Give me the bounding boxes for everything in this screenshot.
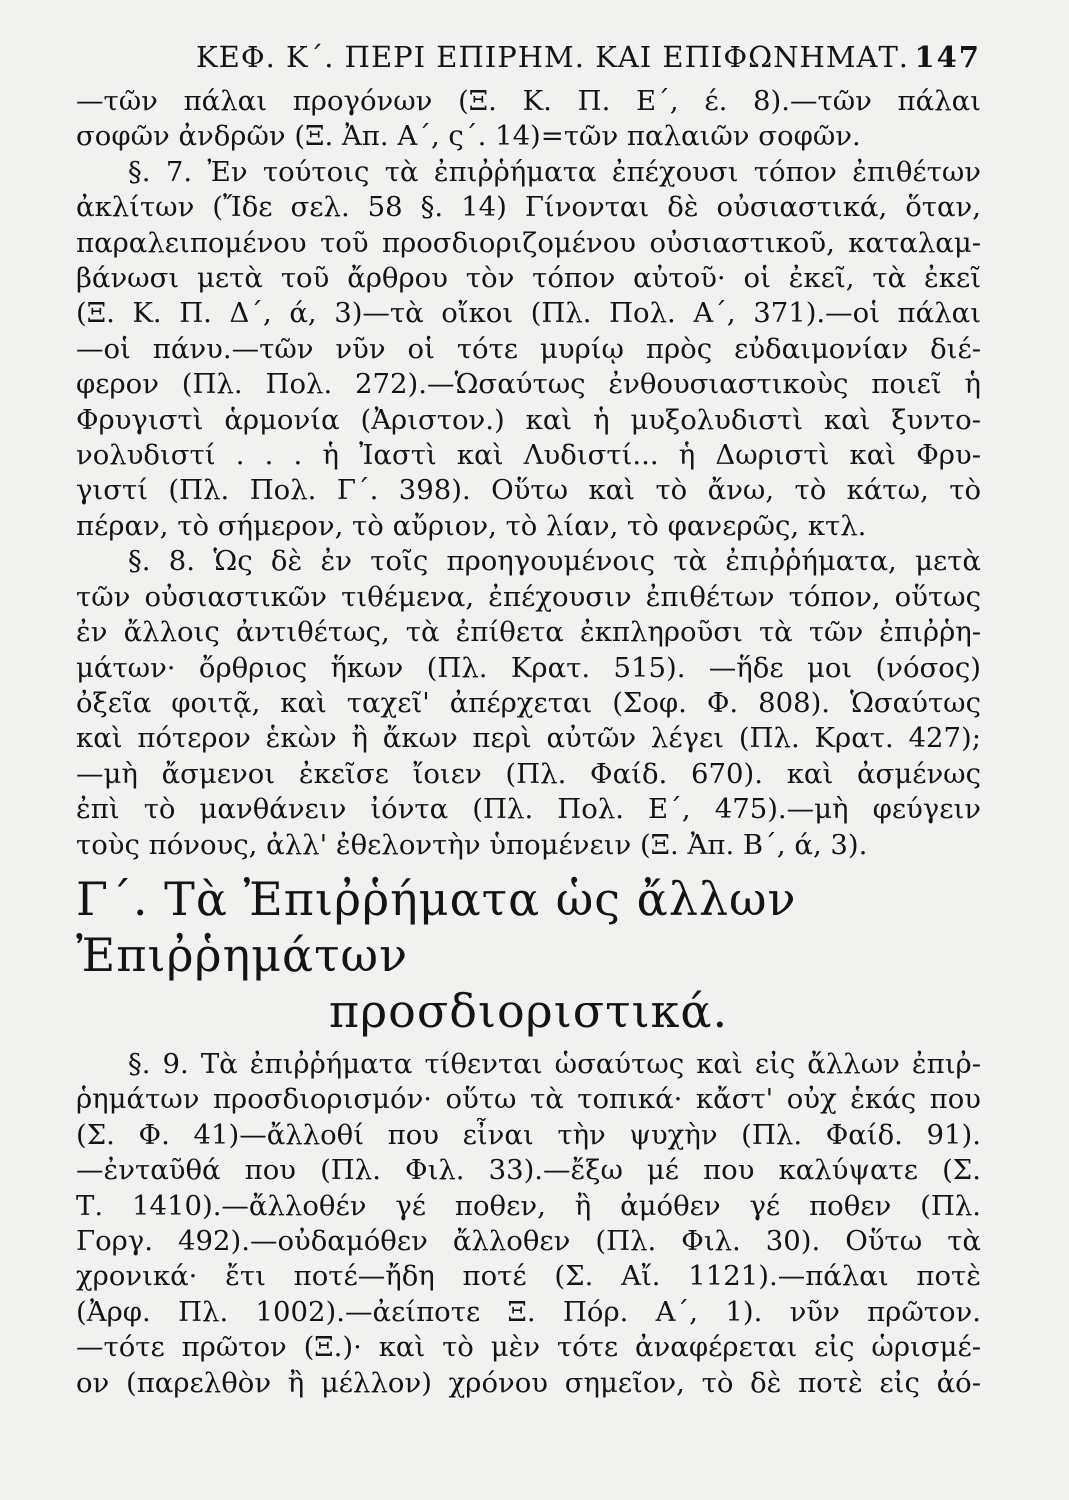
text-line: —μὴ ἄσμενοι ἐκεῖσε ἴοιεν (Πλ. Φαίδ. 670). καὶ ἀσμένως	[76, 757, 981, 790]
text-line: (Σ. Φ. 41)—ἄλλοθί που εἶναι τὴν ψυχὴν (Πλ. Φαίδ. 91).	[76, 1118, 981, 1151]
text-line: νολυδιστί . . . ἡ Ἰαστὶ καὶ Λυδιστί... ἡ Δωριστὶ καὶ Φρυ-	[76, 439, 981, 472]
text-line: —οἱ πάνυ.—τῶν νῦν οἱ τότε μυρίῳ πρὸς εὐδαιμονίαν διέ-	[76, 332, 981, 365]
text-line: ἐν ἄλλοις ἀντιθέτως, τὰ ἐπίθετα ἐκπληροῦσι τὰ τῶν ἐπιῤῥη-	[76, 616, 981, 649]
text-line: γιστί (Πλ. Πολ. Γ΄. 398). Οὕτω καὶ τὸ ἄνω, τὸ κάτω, τὸ	[76, 474, 981, 507]
text-line: βάνωσι μετὰ τοῦ ἄρθρου τὸν τόπον αὐτοῦ· οἱ ἐκεῖ, τὰ ἐκεῖ	[76, 262, 981, 295]
text-line: Τ. 1410).—ἄλλοθέν γέ ποθεν, ἢ ἀμόθεν γέ ποθεν (Πλ.	[76, 1189, 981, 1222]
text-line: φερον (Πλ. Πολ. 272).—Ὡσαύτως ἐνθουσιαστικοὺς ποιεῖ ἡ	[76, 368, 981, 401]
text-line: Γοργ. 492).—οὐδαμόθεν ἄλλοθεν (Πλ. Φιλ. 30). Οὕτω τὰ	[76, 1224, 981, 1257]
text-line: ἐπὶ τὸ μανθάνειν ἰόντα (Πλ. Πολ. Ε΄, 475).—μὴ φεύγειν	[76, 793, 981, 826]
text-line: ον (παρελθὸν ἢ μέλλον) χρόνου σημεῖον, τὸ δὲ ποτὲ εἰς ἀό-	[76, 1366, 981, 1399]
text-line: —τῶν πάλαι προγόνων (Ξ. Κ. Π. Ε΄, έ. 8).—τῶν πάλαι	[76, 85, 981, 117]
text-line: τῶν οὐσιαστικῶν τιθέμενα, ἐπέχουσιν ἐπιθέτων τόπον, οὕτως	[76, 580, 981, 613]
paragraph-section-9	[76, 1047, 981, 1401]
heading-line: Γ΄. Τὰ Ἐπιῤῥήματα ὡς ἄλλων Ἐπιῤῥημάτων	[76, 871, 797, 982]
text-line: ἀκλίτων (Ἴδε σελ. 58 §. 14) Γίνονται δὲ οὐσιαστικά, ὅταν,	[76, 191, 981, 224]
chapter-title: ΚΕΦ. Κ΄. ΠΕΡΙ ΕΠΙΡΗΜ. ΚΑΙ ΕΠΙΦΩΝΗΜΑΤ.	[196, 40, 910, 74]
text-line: (Ἀρφ. Πλ. 1002).—ἀείποτε Ξ. Πόρ. Α΄, 1). νῦν πρῶτον.	[76, 1295, 981, 1328]
text-line: —ἐνταῦθά που (Πλ. Φιλ. 33).—ἔξω μέ που καλύψατε (Σ.	[76, 1154, 981, 1187]
text-line: (Ξ. Κ. Π. Δ΄, ά, 3)—τὰ οἴκοι (Πλ. Πολ. Α΄, 371).—οἱ πάλαι	[76, 297, 981, 330]
text-line: μάτων· ὄρθριος ἥκων (Πλ. Κρατ. 515). —ἥδε μοι (νόσος)	[76, 651, 981, 684]
text-line: χρονικά· ἔτι ποτέ—ἤδη ποτέ (Σ. Αἴ. 1121).—πάλαι ποτὲ	[76, 1260, 981, 1293]
text-line: σοφῶν ἀνδρῶν (Ξ. Ἀπ. Α΄, ς΄. 14)=τῶν παλαιῶν σοφῶν.	[76, 120, 861, 153]
paragraph-section-8	[76, 544, 981, 863]
text-line: ὀξεῖα φοιτᾷ, καὶ ταχεῖ' ἀπέρχεται (Σοφ. Φ. 808). Ὡσαύτως	[76, 686, 981, 719]
text-line: τοὺς πόνους, ἀλλ' ἐθελοντὴν ὑπομένειν (Ξ. Ἀπ. Β΄, ά, 3).	[76, 828, 868, 861]
text-line: Φρυγιστὶ ἁρμονία (Ἀριστον.) καὶ ἡ μυξολυδιστὶ καὶ ξυντο-	[76, 403, 981, 436]
text-line: πέραν, τὸ σήμερον, τὸ αὔριον, τὸ λίαν, τὸ φανερῶς, κτλ.	[76, 509, 867, 542]
text-line: §. 8. Ὡς δὲ ἐν τοῖς προηγουμένοις τὰ ἐπιῤῥήματα, μετὰ	[128, 545, 981, 578]
text-line: καὶ πότερον ἑκὼν ἢ ἄκων περὶ αὐτῶν λέγει (Πλ. Κρατ. 427);	[76, 722, 981, 755]
page-number: 147	[914, 40, 981, 74]
section-heading	[76, 871, 981, 1039]
paragraph-section-7	[76, 155, 981, 544]
paragraph-continuation	[76, 84, 981, 155]
text-line: —τότε πρῶτον (Ξ.)· καὶ τὸ μὲν τότε ἀναφέρεται εἰς ὡρισμέ-	[76, 1331, 981, 1364]
running-head	[196, 40, 981, 74]
text-line: §. 9. Τὰ ἐπιῤῥήματα τίθενται ὡσαύτως καὶ εἰς ἄλλων ἐπιῤ-	[128, 1047, 981, 1080]
heading-line: προσδιοριστικά.	[328, 983, 729, 1038]
text-line: ῥημάτων προσδιορισμόν· οὕτω τὰ τοπικά· κἄστ' οὐχ ἑκάς που	[76, 1083, 981, 1116]
text-line: §. 7. Ἐν τούτοις τὰ ἐπιῤῥήματα ἐπέχουσι τόπον ἐπιθέτων	[128, 155, 981, 188]
text-line: παραλειπομένου τοῦ προσδιοριζομένου οὐσιαστικοῦ, καταλαμ-	[76, 226, 981, 259]
